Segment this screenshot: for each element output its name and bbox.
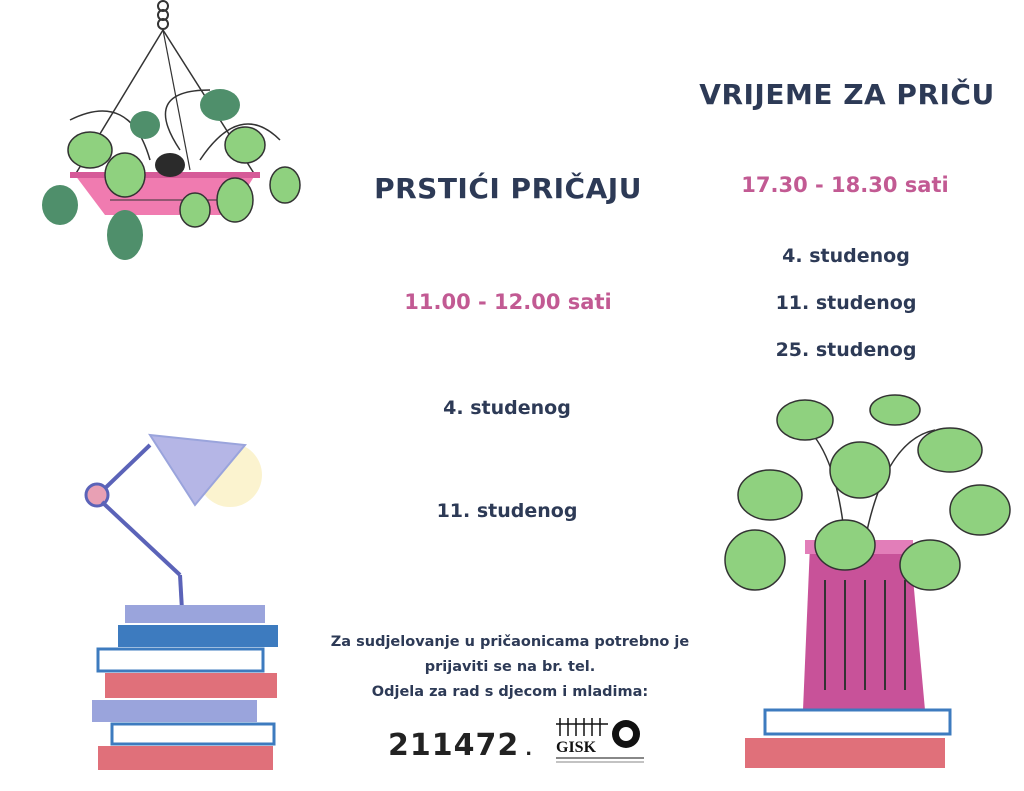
phone-digits: 211472	[388, 728, 520, 763]
book-stack-icon	[90, 605, 290, 770]
phone-number	[388, 728, 533, 763]
potted-plant-icon	[715, 390, 1015, 690]
left-program-date: 4. studenog	[443, 397, 571, 419]
right-program-title: VRIJEME ZA PRIČU	[699, 78, 995, 111]
right-program-date: 25. studenog	[775, 339, 917, 361]
left-program-title: PRSTIĆI PRIČAJU	[374, 172, 642, 205]
desk-lamp-icon	[80, 410, 280, 610]
registration-line: prijaviti se na br. tel.	[424, 659, 596, 675]
gisk-logo-icon	[556, 714, 646, 766]
registration-note	[320, 630, 700, 705]
phone-suffix: .	[525, 739, 534, 760]
left-program-time: 11.00 - 12.00 sati	[404, 290, 612, 314]
hanging-plant-icon	[30, 0, 330, 270]
registration-line: Odjela za rad s djecom i mladima:	[371, 684, 649, 700]
book-stack-icon	[745, 710, 955, 770]
right-program-date: 11. studenog	[775, 292, 917, 314]
registration-line: Za sudjelovanje u pričaonicama potrebno je	[330, 634, 690, 650]
left-program-date: 11. studenog	[436, 500, 578, 522]
gisk-logo-text: GISK	[556, 739, 597, 756]
right-program-time: 17.30 - 18.30 sati	[741, 173, 949, 197]
right-program-date: 4. studenog	[782, 245, 910, 267]
